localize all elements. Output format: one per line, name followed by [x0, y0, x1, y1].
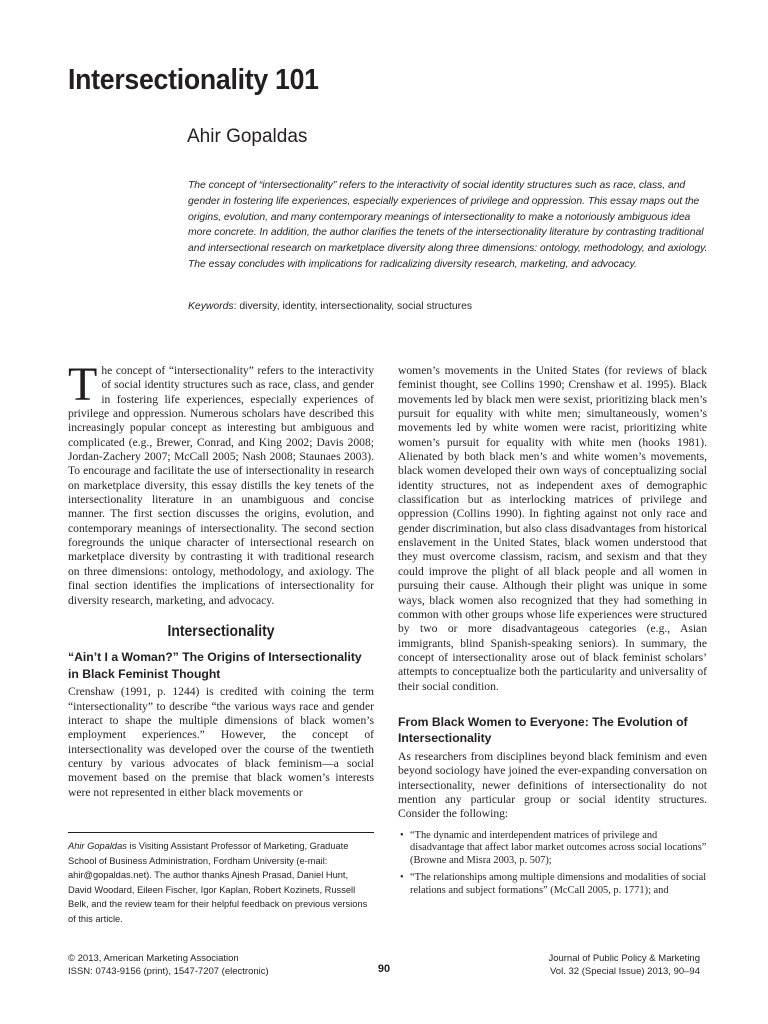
subheading-evolution: From Black Women to Everyone: The Evolution of Intersectionality	[398, 714, 688, 746]
footer-left	[68, 952, 269, 978]
journal-name: Journal of Public Policy & Marketing	[548, 953, 700, 964]
intro-paragraph	[68, 358, 374, 608]
page-number: 90	[377, 963, 391, 975]
right-column	[398, 364, 707, 902]
author-footnote	[68, 839, 374, 927]
issn: ISSN: 0743-9156 (print), 1547-7207 (electronic)	[68, 966, 269, 977]
body-paragraph-continued: women’s movements in the United States (for reviews of black feminist thought, see Collins 1990; Crenshaw et al. 1995). Black movements led by black men were sexist, prioritizing black men’s pursuit for equality with white men; simultaneously, women’s movements led by white women were racist, prioritizing white women’s pursuit for equality with white men (hooks 1981). Alienated by both black men’s and white women’s movements, black women developed their own ways of conceptualizing social identity structures, not as independent axes of demographic classification but as interlocking matrices of privilege and oppression (Collins 1990). In fighting against not only race and gender discrimination, but also class disadvantages from historical enslavement in the United States, black women understood that they must overcome classism, racism, and sexism and that they could improve the plight of all black people and all women in pursuing their cause. Although their plight was unique in some ways, black women also recognized that they had something in common with other groups whose life experiences were structured by two or more disadvantageous categories (e.g., Asian immigrants, blind Spanish-speaking seniors). In summary, the concept of intersectionality arose out of black feminist scholars’ attempts to conceptualize both the particularity and universality of their social condition.	[398, 364, 707, 693]
footnote-text: is Visiting Assistant Professor of Marketing, Graduate School of Business Administration, Fordham University (e-mail: ahir@gopaldas.net). The author thanks Ajnesh Prasad, Daniel Hunt, David Woodard, Eileen Fischer, Igor Kaplan, Robert Kozinets, Russell Belk, and the review team for their helpful feedback on previous versions of this article.	[68, 841, 368, 924]
intro-text: he concept of “intersectionality” refers to the interactivity of social identity structures such as race, class, and gender in fostering life experiences, especially experiences of privilege and oppression. Numerous scholars have described this increasingly popular concept as interesting but ambiguous and complicated (e.g., Brewer, Conrad, and King 2002; Davis 2008; Jordan-Zachery 2007; McCall 2005; Nash 2008; Staunaes 2003). To encourage and facilitate the use of intersectionality in research on marketplace diversity, this essay distills the key tenets of the intersectionality literature in an unambiguous and concise manner. The first section discusses the origins, evolution, and contemporary meanings of intersectionality. The second section foregrounds the unique character of intersectional research on marketplace diversity by contrasting it with traditional research on three dimensions: ontology, methodology, and axiology. The final section identifies the implications of intersectionality for diversity research, marketing, and advocacy.	[68, 364, 374, 607]
body-paragraph: Crenshaw (1991, p. 1244) is credited with coining the term “intersectionality” to describe “the various ways race and gender interact to shape the multiple dimensions of black women’s employment experiences.” However, the concept of intersectionality was developed over the course of the twentieth century by various advocates of black feminism—a social movement based on the premise that black women’s interests were not represented in either black movements or	[68, 685, 374, 799]
left-column	[68, 358, 374, 800]
keywords-label: Keywords	[188, 301, 234, 312]
keywords-text: : diversity, identity, intersectionality, social structures	[233, 301, 473, 312]
footer-right	[548, 952, 700, 978]
body-paragraph: As researchers from disciplines beyond black feminism and even beyond sociology have joined the ever-expanding conversation on intersectionality, newer definitions of intersectionality do not mention any particular group or social identity structures. Consider the following:	[398, 749, 707, 821]
footnote-divider	[68, 832, 374, 833]
volume-info: Vol. 32 (Special Issue) 2013, 90–94	[550, 966, 700, 977]
abstract: The concept of “intersectionality” refers to the interactivity of social identity structures such as race, class, and gender in fostering life experiences, especially experiences of privilege and oppression. This essay maps out the origins, evolution, and many contemporary meanings of intersectionality to make a notoriously ambiguous idea more concrete. In addition, the author clarifies the tenets of the intersectionality literature by contrasting traditional and intersectional research on marketplace diversity along three dimensions: ontology, methodology, and axiology. The essay concludes with implications for radicalizing diversity research, marketing, and advocacy.	[188, 180, 708, 270]
copyright: © 2013, American Marketing Association	[68, 953, 239, 964]
drop-cap: T	[68, 358, 98, 411]
subheading-origins: “Ain’t I a Woman?” The Origins of Intersectionality in Black Feminist Thought	[68, 650, 362, 681]
list-item: • “The relationships among multiple dimensions and modalities of social relations and subject formations” (McCall 2005, p. 1771); and	[410, 872, 707, 897]
definition-list	[398, 830, 707, 898]
section-heading: Intersectionality	[167, 622, 275, 640]
list-item: • “The dynamic and interdependent matrices of privilege and disadvantage that affect labor market outcomes across social locations” (Browne and Misra 2003, p. 507);	[410, 830, 707, 868]
article-title: Intersectionality 101	[68, 64, 319, 96]
footnote-author-name: Ahir Gopaldas	[68, 841, 127, 851]
keywords	[188, 301, 708, 312]
author-name: Ahir Gopaldas	[187, 126, 308, 147]
